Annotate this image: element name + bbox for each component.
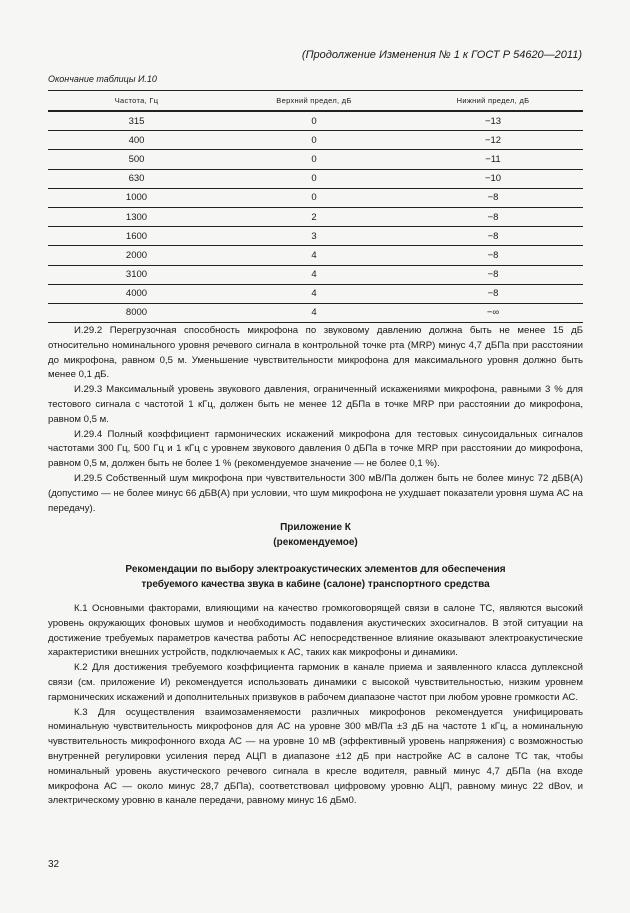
cell-lower-limit: −11 bbox=[403, 150, 583, 169]
paragraph: К.1 Основными факторами, влияющими на качество громкоговорящей связи в салоне ТС, являются высокий уровень окружающих фоновых шумов и необходимость подавления акустических эхосигналов. В этой ситуации на достижение требуемых параметров качества работы АС непосредственное влияние оказывают электроакустические характеристики внешних устройств, подключаемых к АС, таких как микрофоны и динамики. bbox=[48, 603, 583, 659]
cell-upper-limit: 3 bbox=[225, 227, 403, 246]
appendix-subtitle: (рекомендуемое) bbox=[273, 537, 358, 548]
appendix-heading bbox=[48, 520, 583, 550]
section-title bbox=[48, 562, 583, 592]
cell-upper-limit: 4 bbox=[225, 246, 403, 265]
page-number: 32 bbox=[48, 859, 60, 870]
table-header-row bbox=[48, 91, 583, 112]
cell-lower-limit: −12 bbox=[403, 131, 583, 150]
cell-frequency: 315 bbox=[48, 111, 225, 131]
cell-frequency: 4000 bbox=[48, 284, 225, 303]
table-row bbox=[48, 284, 583, 303]
table-row bbox=[48, 150, 583, 169]
cell-lower-limit: −8 bbox=[403, 265, 583, 284]
clause-i29-text bbox=[48, 324, 583, 516]
cell-upper-limit: 0 bbox=[225, 111, 403, 131]
cell-upper-limit: 0 bbox=[225, 131, 403, 150]
cell-lower-limit: −∞ bbox=[403, 303, 583, 322]
column-header-frequency: Частота, Гц bbox=[48, 91, 225, 112]
cell-upper-limit: 4 bbox=[225, 303, 403, 322]
cell-frequency: 1600 bbox=[48, 227, 225, 246]
table-caption: Окончание таблицы И.10 bbox=[48, 74, 157, 84]
cell-lower-limit: −8 bbox=[403, 227, 583, 246]
cell-upper-limit: 2 bbox=[225, 207, 403, 226]
cell-frequency: 630 bbox=[48, 169, 225, 188]
table-row bbox=[48, 227, 583, 246]
cell-lower-limit: −8 bbox=[403, 188, 583, 207]
cell-upper-limit: 0 bbox=[225, 169, 403, 188]
cell-lower-limit: −8 bbox=[403, 284, 583, 303]
appendix-title: Приложение К bbox=[280, 522, 351, 533]
cell-frequency: 2000 bbox=[48, 246, 225, 265]
paragraph: К.2 Для достижения требуемого коэффициента гармоник в канале приема и заявленного класса дуплексной связи (см. приложение И) рекомендуется использовать динамики с высокой чувствительностью, низким уровнем гармонических искажений и дополнительных призвуков в рабочем диапазоне частот при любом уровне громкости АС. bbox=[48, 662, 583, 703]
paragraph: И.29.4 Полный коэффициент гармонических искажений микрофона для тестовых синусоидальных сигналов частотами 300 Гц, 500 Гц и 1 кГц с уровнем звукового давления 0 дБПа в точке MRP при расстоянии до микрофона, равном 0,5 м, должен быть не более 1 % (рекомендуемое значение — не более 0,1 %). bbox=[48, 428, 583, 470]
cell-upper-limit: 4 bbox=[225, 265, 403, 284]
cell-frequency: 1000 bbox=[48, 188, 225, 207]
cell-lower-limit: −13 bbox=[403, 111, 583, 131]
section-title-line-1: Рекомендации по выбору электроакустических элементов для обеспечения bbox=[125, 564, 506, 575]
cell-lower-limit: −8 bbox=[403, 207, 583, 226]
table-row bbox=[48, 303, 583, 322]
column-header-lower-limit: Нижний предел, дБ bbox=[403, 91, 583, 112]
cell-upper-limit: 0 bbox=[225, 150, 403, 169]
table-row bbox=[48, 111, 583, 131]
paragraph: И.29.5 Собственный шум микрофона при чувствительности 300 мВ/Па должен быть не более минус 72 дБВ(А) (допустимо — не более минус 66 дБВ(А) при условии, что шум микрофона не ухудшает показатели уровня шума АС на передачу). bbox=[48, 472, 583, 514]
cell-frequency: 8000 bbox=[48, 303, 225, 322]
table-row bbox=[48, 246, 583, 265]
cell-upper-limit: 0 bbox=[225, 188, 403, 207]
table-row bbox=[48, 188, 583, 207]
cell-frequency: 500 bbox=[48, 150, 225, 169]
header-note: (Продолжение Изменения № 1 к ГОСТ Р 54620—2011) bbox=[301, 49, 582, 61]
section-title-line-2: требуемого качества звука в кабине (салоне) транспортного средства bbox=[141, 579, 490, 590]
frequency-limits-table bbox=[48, 90, 583, 323]
appendix-k-text bbox=[48, 602, 583, 809]
table-row bbox=[48, 207, 583, 226]
table-row bbox=[48, 169, 583, 188]
table-row bbox=[48, 265, 583, 284]
cell-frequency: 3100 bbox=[48, 265, 225, 284]
paragraph: И.29.3 Максимальный уровень звукового давления, ограниченный искажениями микрофона, равными 3 % для тестового сигнала с частотой 1 кГц, должен быть не менее 12 дБПа в точке MRP при расстоянии до микрофона, равном 0,5 м. bbox=[48, 384, 583, 425]
cell-lower-limit: −8 bbox=[403, 246, 583, 265]
column-header-upper-limit: Верхний предел, дБ bbox=[225, 91, 403, 112]
cell-frequency: 400 bbox=[48, 131, 225, 150]
table-row bbox=[48, 131, 583, 150]
cell-frequency: 1300 bbox=[48, 207, 225, 226]
cell-lower-limit: −10 bbox=[403, 169, 583, 188]
paragraph: И.29.2 Перегрузочная способность микрофона по звуковому давлению должна быть не менее 15 дБ относительно номинального уровня речевого сигнала в контрольной точке рта (MRP) минус 4,7 дБПа при расстоянии до микрофона, равном 0,5 м. Уменьшение чувствительности микрофона для максимального уровня должно быть менее 0,1 дБ. bbox=[48, 325, 583, 381]
paragraph: К.3 Для осуществления взаимозаменяемости различных микрофонов рекомендуется унифицировать номинальную чувствительность микрофонов для АС на уровне 300 мВ/Па ±3 дБ на частоте 1 кГц, а номинальную чувствительность микрофонного входа АС — на уровне 10 мВ (эффективный уровень напряжения) с возможностью внутренней регулировки усиления перед АЦП в диапазоне ±12 дБ при настройке АС в салоне ТС так, чтобы номинальный уровень акустического речевого сигнала в кресле водителя, равный минус 4,7 дБПа (на входе микрофона АС — около минус 28,7 дБПа), соответствовал цифровому уровню АЦП, равному минус 22 dBov, и электрическому уровню в канале передачи, равному минус 16 дБм0. bbox=[48, 706, 583, 807]
cell-upper-limit: 4 bbox=[225, 284, 403, 303]
